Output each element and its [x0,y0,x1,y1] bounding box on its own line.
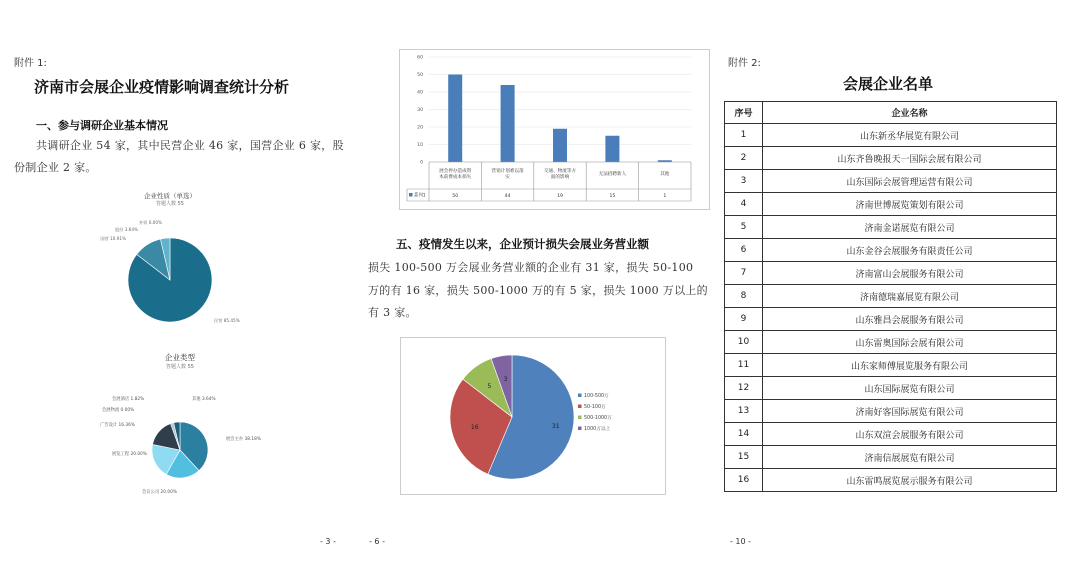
pie-slice-label: 会议公司 20.00% [142,490,177,495]
legend-label: 100-500万 [584,394,609,399]
data-table-value: 1 [663,193,667,199]
pie-title: 企业性质（单选） [144,192,196,200]
x-category-label: 实 [505,175,510,180]
table-row [725,377,1057,400]
table-row [725,147,1057,170]
table-row [725,124,1057,147]
paragraph-line: 万的有 16 家，损失 500-1000 万的有 5 家，损失 1000 万以上的 [368,284,708,297]
row-number-cell: 15 [725,446,763,469]
bar [501,85,515,162]
paragraph-line: 份制企业 2 家。 [14,161,97,174]
company-name-cell: 山东国际会展管理运营有限公司 [763,170,1057,193]
pie-slice-label: 展会主办 38.18% [226,437,261,442]
column-header-no: 序号 [725,102,763,124]
row-number-cell: 1 [725,124,763,147]
table-row [725,262,1057,285]
company-name-cell: 济南德瑞嘉展览有限公司 [763,285,1057,308]
attachment-label: 附件 1: [14,58,47,69]
legend-label: 系列1 [414,193,426,199]
row-number-cell: 9 [725,308,763,331]
table-row [725,331,1057,354]
paragraph-line: 损失 100-500 万会展业务营业额的企业有 31 家，损失 50-100 [368,261,694,274]
legend-label: 50-100万 [584,405,606,410]
row-number-cell: 6 [725,239,763,262]
company-name-cell: 山东雷鸣展览展示服务有限公司 [763,469,1057,492]
column-header-name: 企业名称 [763,102,1057,124]
y-tick-label: 10 [417,143,423,149]
row-number-cell: 11 [725,354,763,377]
table-row [725,446,1057,469]
pie-subtitle: 答题人数 55 [166,364,194,370]
legend-swatch [409,193,413,197]
table-row [725,170,1057,193]
row-number-cell: 16 [725,469,763,492]
pie-data-label: 5 [487,382,492,390]
section-heading-5: 五、疫情发生以来，企业预计损失会展业务营业额 [396,237,649,251]
row-number-cell: 2 [725,147,763,170]
y-tick-label: 50 [417,73,423,79]
enterprise-nature-pie-chart [90,186,260,334]
row-number-cell: 5 [725,216,763,239]
row-number-cell: 4 [725,193,763,216]
pie-slice-label: 其他 3.64% [192,397,216,402]
document-page-10 [710,0,1066,580]
company-name-cell: 山东新丞华展览有限公司 [763,124,1057,147]
table-row [725,469,1057,492]
table-row [725,354,1057,377]
pie-slice-label: 会展酒店 1.82% [112,397,145,402]
x-category-label: 面的影响 [550,175,570,180]
table-row [725,285,1057,308]
row-number-cell: 7 [725,262,763,285]
bar [605,136,619,162]
page-number: - 10 - [730,537,752,546]
pie-slice-label: 会展物流 0.00% [102,408,135,413]
pie-data-label: 3 [503,376,508,384]
y-tick-label: 20 [417,125,423,131]
x-category-label: 交通、物流等方 [543,168,577,174]
table-row [725,423,1057,446]
pie-data-label: 31 [551,422,560,430]
enterprise-type-pie-chart [88,348,288,508]
company-name-cell: 山东双渲会展服务有限公司 [763,423,1057,446]
bar [553,129,567,162]
table-row [725,400,1057,423]
paragraph-line: 共调研企业 54 家，其中民营企业 46 家，国营企业 6 家，股 [36,139,344,152]
attachment-label: 附件 2: [728,58,761,69]
page-number: - 3 - [320,537,336,546]
table-row [725,216,1057,239]
x-category-label: 其他 [660,172,670,177]
data-table-value: 15 [609,193,616,199]
company-name-cell: 济南富山会展服务有限公司 [763,262,1057,285]
pie-slice-label: 国营 10.91% [100,236,126,241]
pie-slice-label: 展览工程 20.00% [112,452,147,457]
page-number: - 6 - [369,537,385,546]
company-name-cell: 济南金诺展览有限公司 [763,216,1057,239]
legend-swatch [578,416,582,420]
legend-label: 500-1000万 [584,416,612,421]
legend-swatch [578,394,582,398]
row-number-cell: 12 [725,377,763,400]
table-row [725,193,1057,216]
company-name-cell: 济南信展展览有限公司 [763,446,1057,469]
x-category-label: 无法招聘新人 [598,172,627,177]
row-number-cell: 3 [725,170,763,193]
row-number-cell: 13 [725,400,763,423]
data-table-value: 44 [504,193,511,199]
data-table-value: 50 [452,193,459,199]
bar [448,75,462,163]
document-page-3 [0,0,355,580]
y-tick-label: 60 [417,55,423,61]
loss-amount-pie-chart [400,337,667,496]
y-tick-label: 30 [417,108,423,114]
row-number-cell: 8 [725,285,763,308]
table-header-row [725,102,1057,124]
row-number-cell: 10 [725,331,763,354]
company-name-cell: 山东齐鲁晚报天一国际会展有限公司 [763,147,1057,170]
company-name-cell: 山东国际展览有限公司 [763,377,1057,400]
legend-swatch [578,405,582,409]
company-name-cell: 山东雷奥国际会展有限公司 [763,331,1057,354]
y-tick-label: 0 [420,160,423,166]
pie-data-label: 16 [470,423,479,431]
paragraph-line: 有 3 家。 [368,306,417,319]
pie-title: 企业类型 [165,353,195,362]
y-tick-label: 40 [417,90,423,96]
section-heading-1: 一、参与调研企业基本情况 [36,119,168,132]
page-title: 会展企业名单 [842,75,933,93]
x-category-label: 展会停办造成资 [439,168,472,174]
pie-slice-label: 广告设计 16.36% [100,423,135,428]
pie-slice-label: 民营 85.45% [214,318,240,323]
table-row [725,308,1057,331]
data-table-value: 19 [557,193,563,199]
document-page-6 [355,0,710,580]
x-category-label: 营销计划难以落 [491,168,524,174]
company-name-cell: 山东金谷会展服务有限责任公司 [763,239,1057,262]
row-number-cell: 14 [725,423,763,446]
company-name-cell: 山东家师傅展览服务有限公司 [763,354,1057,377]
company-name-cell: 济南世博展览策划有限公司 [763,193,1057,216]
enterprise-list-table [724,101,1057,492]
page-title: 济南市会展企业疫情影响调查统计分析 [34,78,290,96]
table-row [725,239,1057,262]
pie-slice-label: 股份 3.64% [114,227,138,232]
pie-subtitle: 答题人数 55 [156,201,184,207]
loss-reasons-bar-chart [399,49,711,211]
x-category-label: 本前费成本损失 [439,175,472,180]
legend-swatch [578,427,582,431]
pie-slice-label: 外资 0.00% [138,220,162,225]
legend-label: 1000万以上 [584,427,611,432]
company-name-cell: 山东雅昌会展服务有限公司 [763,308,1057,331]
company-name-cell: 济南好客国际展览有限公司 [763,400,1057,423]
